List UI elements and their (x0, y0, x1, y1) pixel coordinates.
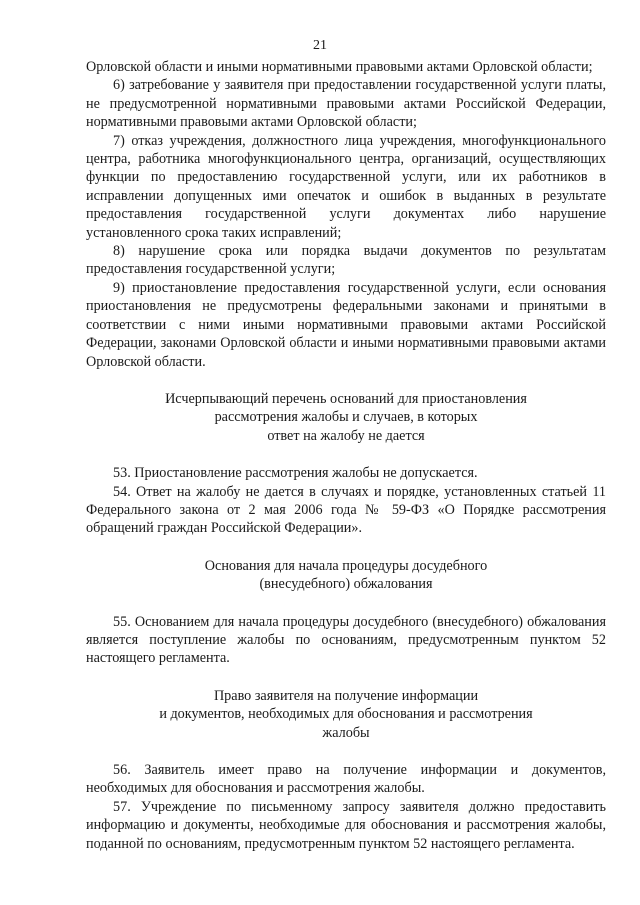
page-number: 21 (313, 38, 327, 53)
heading-line: ответ на жалобу не дается (267, 427, 425, 444)
clause-53: 53. Приостановление рассмотрения жалобы не допускается. (113, 465, 478, 482)
list-item-6: 6) затребование у заявителя при предоставлении государственной услуги платы, не предусмотренной нормативными правовыми актами Российской Федерации, нормативными правовыми актами Орловской области; (86, 77, 606, 131)
heading-line: Исчерпывающий перечень оснований для приостановления (165, 390, 527, 407)
list-item-7: 7) отказ учреждения, должностного лица учреждения, многофункционального центра, работника многофункционального центра, организаций, осуществляющих функции по предоставлению государственной услуги, или их работников в исправлении допущенных ими опечаток и ошибок в выданных в результате предоставления государственной услуги документах либо нарушение установленного срока таких исправлений; (86, 132, 606, 241)
clause-54: 54. Ответ на жалобу не дается в случаях и порядке, установленных статьей 11 Федерального закона от 2 мая 2006 года № 59-ФЗ «О Порядке рассмотрения обращений граждан Российской Федерации». (86, 483, 606, 537)
list-item-9: 9) приостановление предоставления государственной услуги, если основания приостановления не предусмотрены федеральными законами и принятыми в соответствии с ними иными нормативными правовыми актами Российской Федерации, законами Орловской области и иными нормативными правовыми актами Орловской области. (86, 279, 606, 370)
heading-line: Основания для начала процедуры досудебного (204, 557, 488, 574)
clause-56: 56. Заявитель имеет право на получение информации и документов, необходимых для обоснования и рассмотрения жалобы. (86, 762, 606, 797)
clause-55: 55. Основанием для начала процедуры досудебного (внесудебного) обжалования является поступление жалобы по основаниям, предусмотренным пунктом 52 настоящего регламента. (86, 613, 606, 667)
paragraph-continuation: Орловской области и иными нормативными правовыми актами Орловской области; (86, 59, 593, 75)
heading-line: (внесудебного) обжалования (259, 576, 433, 593)
heading-line: Право заявителя на получение информации (213, 687, 479, 704)
heading-line: и документов, необходимых для обоснования и рассмотрения (159, 706, 533, 723)
document-body (86, 58, 606, 853)
heading-line: жалобы (322, 724, 370, 741)
heading-line: рассмотрения жалобы и случаев, в которых (214, 409, 478, 426)
clause-57: 57. Учреждение по письменному запросу заявителя должно предоставить информацию и документы, необходимые для обоснования и рассмотрения жалобы, поданной по основаниям, предусмотренным пунктом 52 настоящего регламента. (86, 798, 606, 852)
section-heading-suspension (86, 390, 606, 445)
section-heading-right-to-info (86, 687, 606, 742)
list-item-8: 8) нарушение срока или порядка выдачи документов по результатам предоставления государственной услуги; (86, 243, 606, 278)
section-heading-grounds (86, 557, 606, 594)
